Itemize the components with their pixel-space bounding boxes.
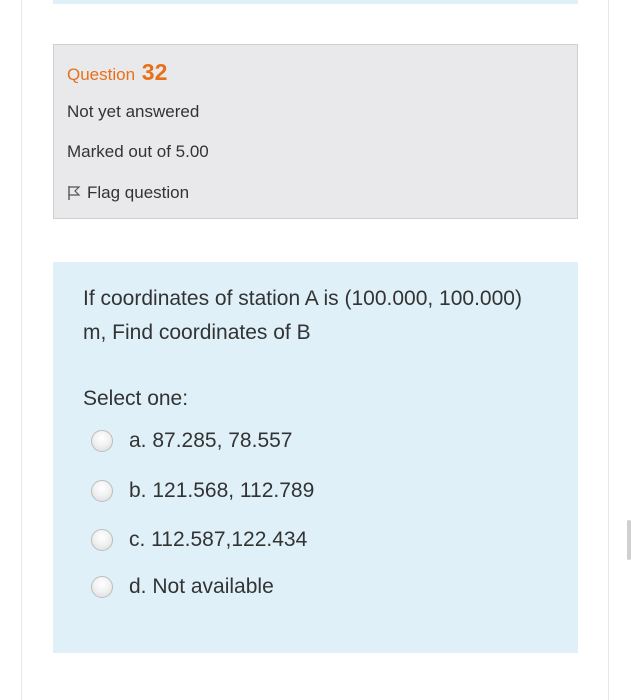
question-content-panel xyxy=(53,262,578,653)
previous-question-edge xyxy=(53,0,578,4)
marks-info: Marked out of 5.00 xyxy=(67,142,209,161)
question-title xyxy=(67,59,167,86)
question-label: Question xyxy=(67,65,136,84)
scrollbar[interactable] xyxy=(627,520,631,560)
option-a[interactable] xyxy=(91,429,292,453)
option-d[interactable] xyxy=(91,575,274,599)
option-label: b. 121.568, 112.789 xyxy=(129,479,315,502)
flag-question-button[interactable] xyxy=(67,183,189,203)
option-label: c. 112.587,122.434 xyxy=(129,528,308,551)
flag-question-label: Flag question xyxy=(87,183,190,202)
option-label: a. 87.285, 78.557 xyxy=(129,429,293,452)
option-b[interactable] xyxy=(91,479,314,503)
question-number: 32 xyxy=(141,59,168,85)
radio-button[interactable] xyxy=(91,576,113,598)
radio-button[interactable] xyxy=(91,430,113,452)
select-one-label: Select one: xyxy=(83,387,189,410)
question-info-panel xyxy=(53,44,578,219)
option-c[interactable] xyxy=(91,528,307,552)
flag-icon xyxy=(67,185,81,201)
option-label: d. Not available xyxy=(129,575,274,598)
question-text: If coordinates of station A is (100.000, 100.000) m, Find coordinates of B xyxy=(83,287,522,344)
radio-button[interactable] xyxy=(91,480,113,502)
answer-status: Not yet answered xyxy=(67,102,200,121)
radio-button[interactable] xyxy=(91,529,113,551)
